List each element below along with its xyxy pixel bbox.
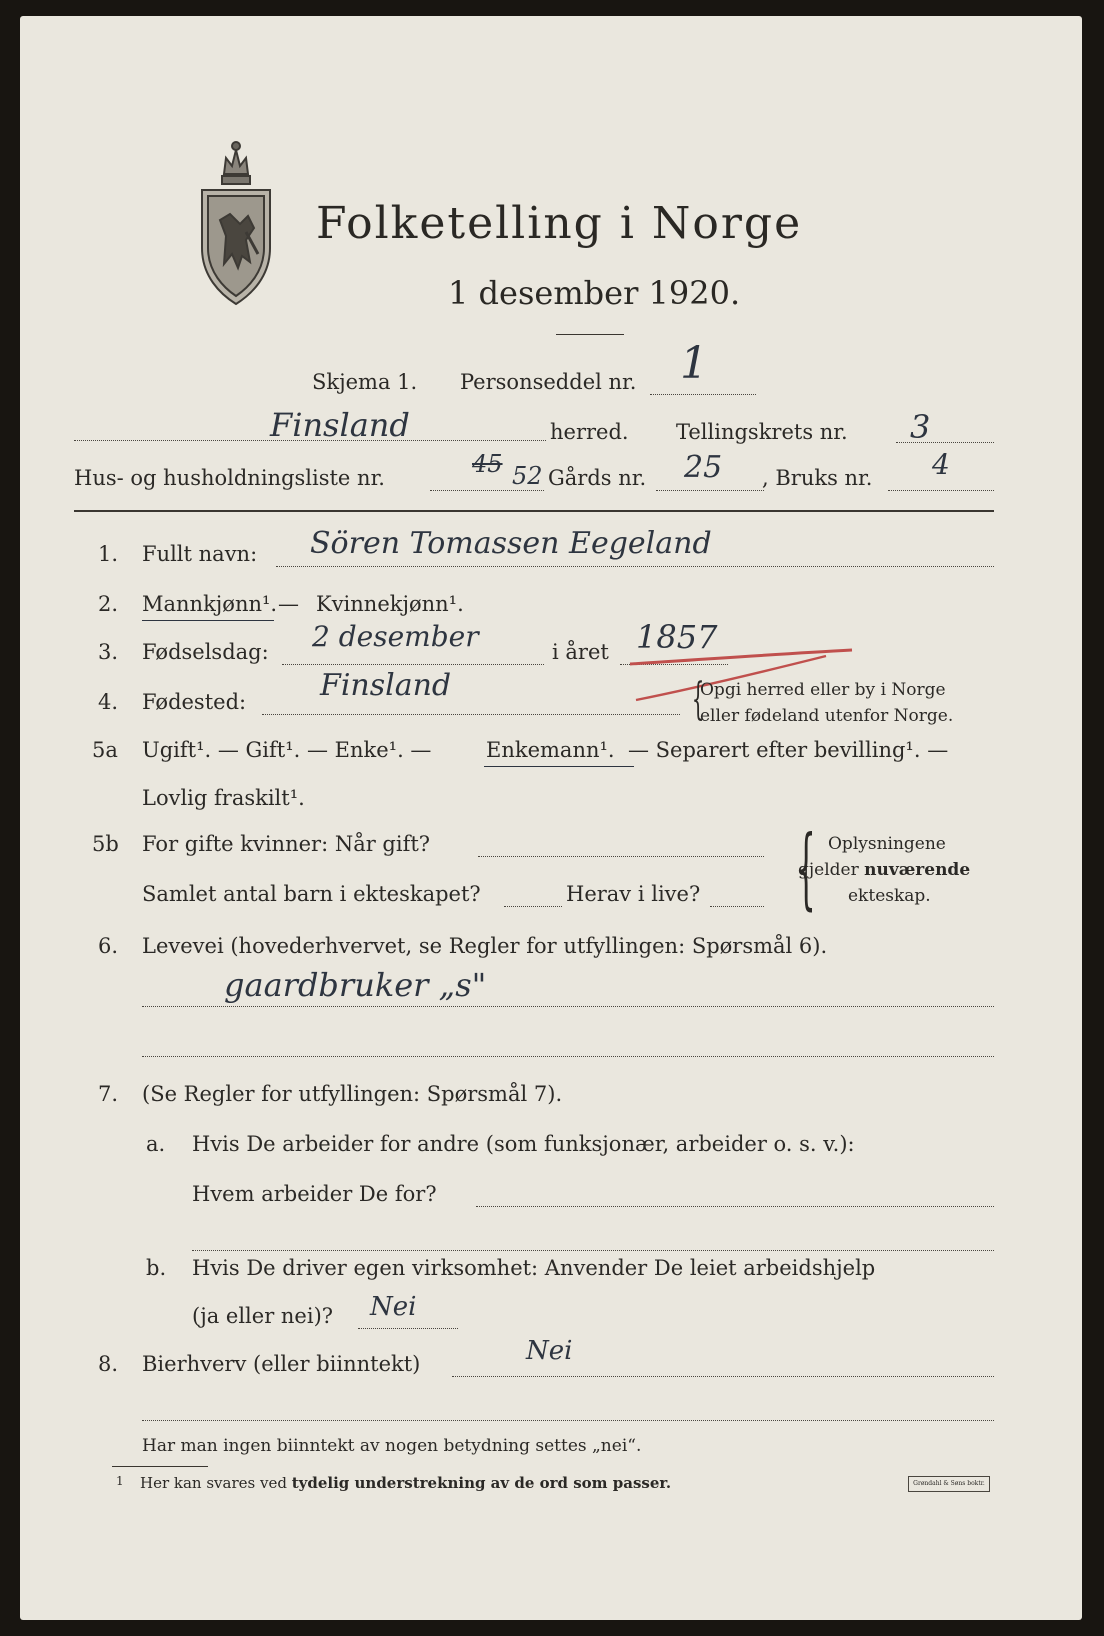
q7a-line2: Hvem arbeider De for?: [192, 1182, 437, 1206]
full-name-value[interactable]: Sören Tomassen Eegeland: [310, 526, 712, 561]
q1-label: Fullt navn:: [142, 542, 258, 566]
q5b-note-line2: [798, 860, 970, 880]
birthplace-value[interactable]: Finsland: [320, 668, 452, 703]
q3-number: 3.: [98, 640, 119, 664]
mannkjonn-underline: [142, 620, 274, 621]
birthday-value[interactable]: 2 desember: [312, 620, 479, 653]
personseddel-value[interactable]: 1: [680, 338, 708, 389]
q5b-note-line3: ekteskap.: [848, 886, 931, 906]
printer-stamp: [908, 1476, 990, 1492]
q7a-line1: Hvis De arbeider for andre (som funksjonær, arbeider o. s. v.):: [192, 1132, 855, 1156]
q3-label: Fødselsdag:: [142, 640, 269, 664]
form-title: Folketelling i Norge: [316, 198, 803, 249]
tellingskrets-label: Tellingskrets nr.: [676, 420, 848, 444]
q4-line: [262, 714, 680, 715]
q7b-line1: Hvis De driver egen virksomhet: Anvender De leiet arbeidshjelp: [192, 1256, 876, 1280]
gards-label: Gårds nr.: [548, 466, 647, 490]
q4-note-line1: Opgi herred eller by i Norge: [700, 680, 946, 700]
bruks-line: [888, 490, 994, 491]
printer-stamp-text: Grøndahl & Søns boktr.: [913, 1480, 985, 1487]
q5a-options-start: Ugift¹. — Gift¹. — Enke¹. —: [142, 738, 432, 762]
q7a-letter: a.: [146, 1132, 166, 1156]
footnote-rule: [112, 1466, 208, 1467]
barn-line: [504, 906, 562, 907]
tellingskrets-value[interactable]: 3: [910, 408, 931, 446]
q4-note-brace: {: [691, 674, 705, 725]
q6-label: Levevei (hovederhvervet, se Regler for utfyllingen: Spørsmål 6).: [142, 934, 828, 958]
census-form-sheet: [20, 16, 1082, 1620]
husholdning-label: Hus- og husholdningsliste nr.: [74, 466, 385, 490]
q7-label: (Se Regler for utfyllingen: Spørsmål 7).: [142, 1082, 563, 1106]
lovlig-fraskilt-option[interactable]: Lovlig fraskilt¹.: [142, 786, 305, 810]
husholdning-old-value: 45: [472, 450, 503, 478]
personseddel-line: [650, 394, 756, 395]
q7b-answer-line: [358, 1328, 458, 1329]
q2-separator: —: [278, 592, 299, 616]
enkemann-underline: [484, 766, 634, 767]
naar-gift-line: [478, 856, 764, 857]
husholdning-value[interactable]: 52: [512, 462, 543, 490]
q5b-ilive-label: Herav i live?: [566, 882, 701, 906]
q4-number: 4.: [98, 690, 119, 714]
ilive-line: [710, 906, 764, 907]
kvinnekjonn-option[interactable]: Kvinnekjønn¹.: [316, 592, 464, 616]
footnote-number: 1: [116, 1474, 124, 1488]
q5a-options-end: — Separert efter bevilling¹. —: [628, 738, 949, 762]
occupation-value[interactable]: gaardbruker „s": [224, 966, 487, 1004]
q8-label: Bierhverv (eller biinntekt): [142, 1352, 421, 1376]
q6-line1: [142, 1006, 994, 1007]
birth-year-value[interactable]: 1857: [636, 618, 718, 656]
footnote-text: [140, 1474, 671, 1492]
husholdning-line: [430, 490, 544, 491]
census-date: 1 desember 1920.: [448, 274, 741, 312]
biinntekt-value[interactable]: Nei: [526, 1336, 573, 1366]
q7b-letter: b.: [146, 1256, 167, 1280]
q7-number: 7.: [98, 1082, 119, 1106]
q7a-answer-line2: [192, 1250, 994, 1251]
herred-value[interactable]: Finsland: [270, 406, 410, 444]
enkemann-option[interactable]: Enkemann¹.: [486, 738, 615, 762]
gards-value[interactable]: 25: [684, 450, 723, 485]
q5b-note-brace: {: [796, 816, 816, 919]
personseddel-label: Personseddel nr.: [460, 370, 637, 394]
herred-label: herred.: [550, 420, 629, 444]
q5a-number: 5a: [92, 738, 118, 762]
q7a-answer-line1: [476, 1206, 994, 1207]
q5b-barn-label: Samlet antal barn i ekteskapet?: [142, 882, 481, 906]
q1-number: 1.: [98, 542, 119, 566]
aaret-label: i året: [552, 640, 609, 664]
q4-note-line2: eller fødeland utenfor Norge.: [700, 706, 954, 726]
mannkjonn-option[interactable]: Mannkjønn¹.: [142, 592, 278, 616]
leiet-arbeidshjelp-value[interactable]: Nei: [370, 1292, 417, 1322]
schema-label: Skjema 1.: [312, 370, 418, 394]
bruks-label: , Bruks nr.: [762, 466, 873, 490]
q3-line: [282, 664, 544, 665]
q5b-note-nuvaerende: nuværende: [864, 860, 971, 880]
q8-line1: [452, 1376, 994, 1377]
q7b-line2: (ja eller nei)?: [192, 1304, 334, 1328]
footnote-text-a: Her kan svares ved: [140, 1474, 292, 1492]
bruks-value[interactable]: 4: [932, 448, 950, 481]
q5b-number: 5b: [92, 832, 119, 856]
header-divider: [74, 510, 994, 512]
q8-line2: [142, 1420, 994, 1421]
q5b-note-gjelder: gjelder: [798, 860, 865, 880]
footnote-text-b: tydelig understrekning av de ord som passer.: [291, 1474, 672, 1492]
q6-line2: [142, 1056, 994, 1057]
q6-number: 6.: [98, 934, 119, 958]
q2-number: 2.: [98, 592, 119, 616]
footer-note: Har man ingen biinntekt av nogen betydning settes „nei“.: [142, 1436, 642, 1456]
norway-lion-crest-icon: [196, 136, 276, 308]
q5b-note-line1: Oplysningene: [828, 834, 946, 854]
q4-label: Fødested:: [142, 690, 247, 714]
title-rule: [556, 334, 624, 335]
q8-number: 8.: [98, 1352, 119, 1376]
gards-line: [656, 490, 764, 491]
q1-line: [276, 566, 994, 567]
q5b-line1: For gifte kvinner: Når gift?: [142, 832, 431, 856]
